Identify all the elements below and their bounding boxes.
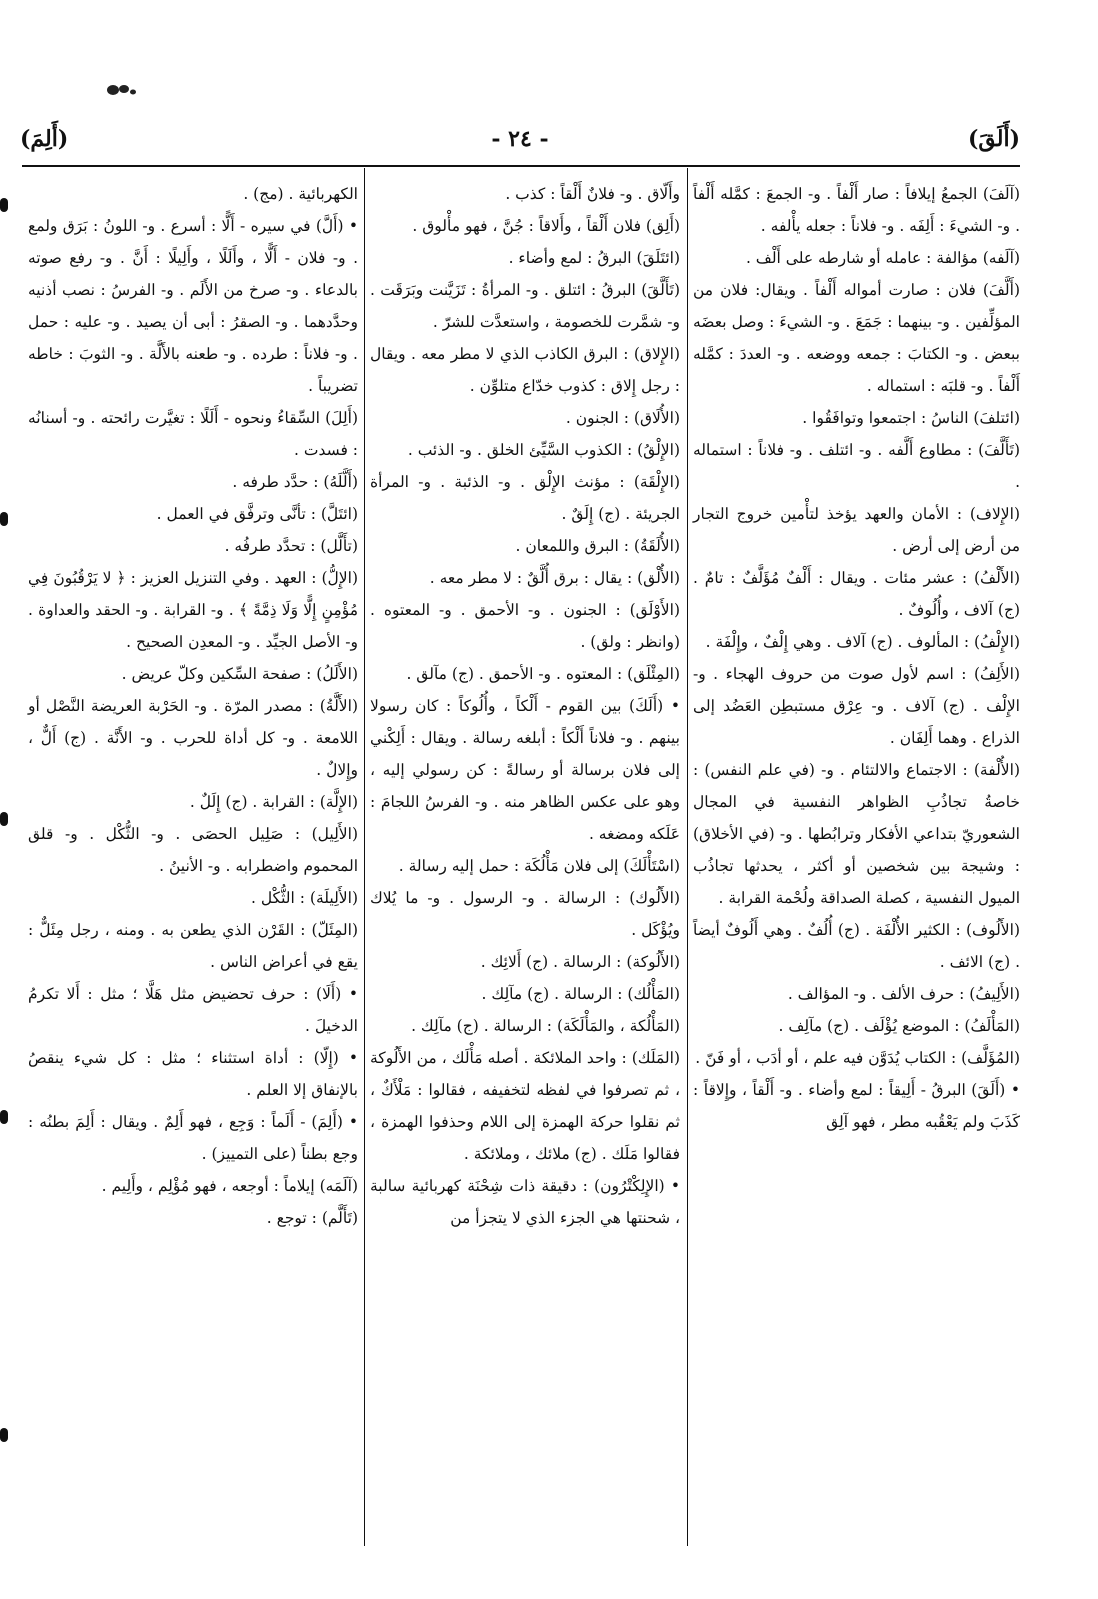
entry-paragraph: (الأَلِيلَة) : الثُّكْل . bbox=[250, 889, 358, 907]
entry-paragraph: • (إِلّا) : أداة استثناء ؛ مثل : كل شيء ينقصُ بالإنفاق إلا العلم . bbox=[28, 1049, 358, 1099]
entry-paragraph: (تَأَلَّقَ) البرقُ : ائتلق . و- المرأةُ : تَزَيَّنت وبَرَقَت . و- شمَّرت للخصومة ، واستعدَّت للشرّ . bbox=[370, 281, 680, 331]
entry-paragraph: (اسْتَأْلَكَ) إلى فلان مَأْلُكَة : حمل إليه رسالة . bbox=[398, 857, 680, 875]
column-divider-right bbox=[687, 168, 688, 1546]
column-left bbox=[28, 178, 358, 1234]
entry-paragraph: (الأَلِفُ) : اسم لأول صوت من حروف الهجاء . و- الإِلْف . (ج) آلاف . و- عِرْق مستبطِن العَضُد إلى الذراع . وهما أَلِفَان . bbox=[693, 665, 1020, 747]
binding-hole-mark bbox=[0, 512, 8, 526]
entry-paragraph: (آلَمَه) إيلاماً : أوجعه ، فهو مُؤْلِم ، وأَلِيم . bbox=[101, 1177, 358, 1195]
entry-paragraph: (الإِلاق) : البرق الكاذب الذي لا مطر معه . ويقال : رجل إِلاق : كذوب خدّاع متلوِّن . bbox=[370, 345, 680, 395]
entry-paragraph: (ائتلفَ) الناسُ : اجتمعوا وتوافَقُوا . bbox=[802, 409, 1020, 427]
entry-paragraph: • (أَلَقَ) البرقُ - أَلِيقاً : لمع وأضاء . و- أَلْقاً ، وإِلاقاً : كَذَبَ ولم يَعْقُبه مطر ، فهو آلِق bbox=[693, 1081, 1020, 1131]
entry-paragraph: (الإِلْقَة) : مؤنث الإِلْق . و- الذئبة . و- المرأة الجريئة . (ج) إِلَقٌ . bbox=[370, 473, 680, 523]
entry-paragraph: • (أَلَكَ) بين القوم - أَلْكاً ، وأُلُوكاً : كان رسولا بينهم . و- فلاناً أَلْكاً : أبلغه رسالة . ويقال : أَلِكْني إلى فلان برسالة أو رسالةً : كن رسولي إليه ، وهو على عكس الظاهر منه . و- الفرسُ اللجامَ : عَلَكه ومضغه . bbox=[370, 697, 680, 843]
entry-paragraph: (الأَلِيل) : صَلِيل الحصَى . و- الثُّكْل . و- قلق المحموم واضطرابه . و- الأنينُ . bbox=[28, 825, 358, 875]
entry-paragraph: (تَأَلَّم) : توجع . bbox=[266, 1209, 358, 1227]
entry-paragraph: وأَلّاق . و- فلانٌ أَلْقاً : كذب . bbox=[505, 185, 680, 203]
binding-hole-mark bbox=[0, 198, 8, 212]
page-number: - ٢٤ - bbox=[491, 126, 549, 152]
binding-hole-mark bbox=[0, 1110, 8, 1124]
column-divider-left bbox=[364, 168, 365, 1546]
header-right-guide-word: (أَلَقَ) bbox=[968, 126, 1020, 152]
ink-blot-mark bbox=[104, 82, 138, 98]
entry-paragraph: (المَأْلَفُ) : الموضع يُؤْلَف . (ج) مآلِف . bbox=[778, 1017, 1020, 1035]
entry-paragraph: (تَأَلَّفَ) : مطاوع أَلَّفه . و- ائتلف . و- فلاناً : استماله . bbox=[693, 441, 1020, 491]
column-right bbox=[693, 178, 1020, 1138]
entry-paragraph: (الأَلُوف) : الكثير الأُلْفَة . (ج) أُلُفٌ . وهي أَلُوفٌ أيضاً . (ج) الائف . bbox=[693, 921, 1020, 971]
entry-paragraph: • (أَلِمَ) - أَلَماً : وَجِع ، فهو أَلِمٌ . ويقال : أَلِمَ بطنُه : وجع بطناً (على التمييز) . bbox=[28, 1113, 358, 1163]
entry-paragraph: (أَلِق) فلان أَلْقاً ، وأَلاقاً : جُنَّ ، فهو مأْلوق . bbox=[412, 217, 680, 235]
entry-paragraph: (الأُلْق) : يقال : برق أُلَّقٌ : لا مطر معه . bbox=[429, 569, 680, 587]
entry-paragraph: (الإِلْفُ) : المألوف . (ج) آلاف . وهي إِلْفٌ ، وإِلْفَة . bbox=[705, 633, 1020, 651]
entry-paragraph: (الإِلَّة) : القرابة . (ج) إِلَلٌ . bbox=[189, 793, 358, 811]
entry-paragraph: (الأَلُوك) : الرسالة . و- الرسول . و- ما يُلاك ويُؤْكَل . bbox=[370, 889, 680, 939]
column-middle bbox=[370, 178, 680, 1234]
entry-paragraph: (المِئَلّ) : القَرْن الذي يطعن به . ومنه ، رجل مِئَلٌّ : يقع في أعراض الناس . bbox=[28, 921, 358, 971]
entry-paragraph: (أَلَّلَهُ) : حدَّد طرفه . bbox=[232, 473, 358, 491]
binding-hole-mark bbox=[0, 812, 8, 826]
entry-paragraph: • (الإِلِكْتْرُون) : دقيقة ذات شِحْنَة كهربائية سالبة ، شحنتها هي الجزء الذي لا يتجزأ من bbox=[370, 1177, 680, 1227]
entry-paragraph: (المَأْلُك) : الرسالة . (ج) مآلِك . bbox=[481, 985, 680, 1003]
entry-paragraph: (المَأْلُكة ، والمَأْلَكَة) : الرسالة . (ج) مآلِك . bbox=[411, 1017, 680, 1035]
entry-paragraph: (ائتَلَقَ) البرقُ : لمع وأضاء . bbox=[508, 249, 680, 267]
entry-paragraph: (الإِلُّ) : العهد . وفي التنزيل العزيز : ﴿ لا يَرْقُبُونَ فِي مُؤْمِنٍ إِلًّا وَلَا ذِمَّةً ﴾ . و- القرابة . و- الحقد والعداوة . و- الأصل الجيِّد . و- المعدِن الصحيح . bbox=[28, 569, 358, 651]
entry-paragraph: (الإِلْقُ) : الكذوب السَّيِّئ الخلق . و- الذئب . bbox=[407, 441, 680, 459]
entry-paragraph: (آلَفَ) الجمعُ إيلافاً : صار أَلْفاً . و- الجمعَ : كمَّله أَلْفاً . و- الشيءَ : أَلِفَه . و- فلاناً : جعله يأْلفه . bbox=[693, 185, 1020, 235]
entry-paragraph: • (أَلَّ) في سيره - أَلًّا : أسرع . و- اللونُ : بَرَق ولمع . و- فلان - أَلًّا ، وأَلَلًا ، وأَلِيلًا : أَنَّ . و- رفع صوته بالدعاء . و- صرخ من الأَلَم . و- الفرسُ : نصب أذنيه وحدَّدهما . و- الصقرُ : أبى أن يصيد . و- عليه : حمل . و- فلاناً : طرده . و- طعنه بالأَلَّة . و- الثوبَ : خاطه تضريباً . bbox=[28, 217, 358, 395]
entry-paragraph: (أَلِلَ) السِّقاءُ ونحوه - أَلَلًا : تغيَّرت رائحته . و- أسنانُه : فسدت . bbox=[28, 409, 358, 459]
entry-paragraph: (الأَلَلُ) : صفحة السِّكين وكلّ عريض . bbox=[121, 665, 358, 683]
entry-paragraph: (المِئْلَق) : المعتوه . و- الأحمق . (ج) مآلق . bbox=[406, 665, 680, 683]
entry-paragraph: (الأُلَقَةُ) : البرق واللمعان . bbox=[515, 537, 680, 555]
page-header bbox=[20, 122, 1020, 162]
entry-paragraph: (المُؤَلَّف) : الكتاب يُدَوَّن فيه علم ، أو أدَب ، أو فَنّ . bbox=[695, 1049, 1020, 1067]
binding-hole-mark bbox=[0, 1428, 8, 1442]
entry-paragraph: (الأُلَاق) : الجنون . bbox=[565, 409, 680, 427]
entry-paragraph: (أَلَّفَ) فلان : صارت أمواله أَلْفاً . ويقال: فلان من المؤلِّفين . و- بينهما : جَمَعَ . و- الشيءَ : وصل بعضَه ببعض . و- الكتابَ : جمعه ووضعه . و- العددَ : كمَّله أَلْفاً . و- قلبَه : استماله . bbox=[693, 281, 1020, 395]
entry-paragraph: (الأَلَّةُ) : مصدر المرّة . و- الحَرْبة العريضة النَّصْل أو اللامعة . و- كل أداة للحرب . و- الأَنَّة . (ج) أَلٌّ ، وإِلالٌ . bbox=[28, 697, 358, 779]
entry-paragraph: (الأُلْفة) : الاجتماع والالتئام . و- (في علم النفس) : خاصةُ تجاذُبِ الظواهر النفسية في المجال الشعوريّ بتداعي الأفكار وترابُطها . و- (في الأخلاق) : وشيجة بين شخصين أو أكثر ، يحدثها تجاذُب الميول النفسية ، كصلة الصداقة ولُحْمة القرابة . bbox=[693, 761, 1020, 907]
entry-paragraph: (الإِلاف) : الأمان والعهد يؤخذ لتأْمين خروج التجار من أرض إلى أرض . bbox=[693, 505, 1020, 555]
entry-paragraph: (الأَوْلَق) : الجنون . و- الأحمق . و- المعتوه . (وانظر : ولق) . bbox=[370, 601, 680, 651]
entry-paragraph: (الأَلُوكة) : الرسالة . (ج) أَلائِك . bbox=[480, 953, 680, 971]
entry-paragraph: (تأَلَّل) : تحدَّد طرفُه . bbox=[224, 537, 358, 555]
entry-paragraph: (آلَفه) مؤالفة : عامله أو شارطه على أَلْف . bbox=[745, 249, 1020, 267]
entry-paragraph: (المَلَك) : واحد الملائكة . أصله مَأْلَك ، من الأَلُوكة ، ثم تصرفوا في لفظه لتخفيفه ، فقالوا : مَلْأَكٌ ، ثم نقلوا حركة الهمزة إلى اللام وحذفوا الهمزة ، فقالوا مَلَك . (ج) ملائك ، وملائكة . bbox=[370, 1049, 680, 1163]
entry-paragraph: (الأَلْفُ) : عشر مئات . ويقال : أَلْفٌ مُؤَلَّفٌ : تامٌ . (ج) آلاف ، وأُلُوفٌ . bbox=[693, 569, 1020, 619]
entry-paragraph: • (أَلَا) : حرف تحضيض مثل هَلَّا ؛ مثل : أَلا تكرمُ الدخيلَ . bbox=[28, 985, 358, 1035]
entry-paragraph: (ائتَلَّ) : تأنَّى وترفَّق في العمل . bbox=[156, 505, 358, 523]
entry-paragraph: (الأَلِيفُ) : حرف الألف . و- المؤالف . bbox=[787, 985, 1020, 1003]
header-rule bbox=[22, 165, 1020, 167]
entry-paragraph: الكهربائية . (مج) . bbox=[243, 185, 358, 203]
header-left-guide-word: (أَلِمَ) bbox=[20, 126, 69, 152]
